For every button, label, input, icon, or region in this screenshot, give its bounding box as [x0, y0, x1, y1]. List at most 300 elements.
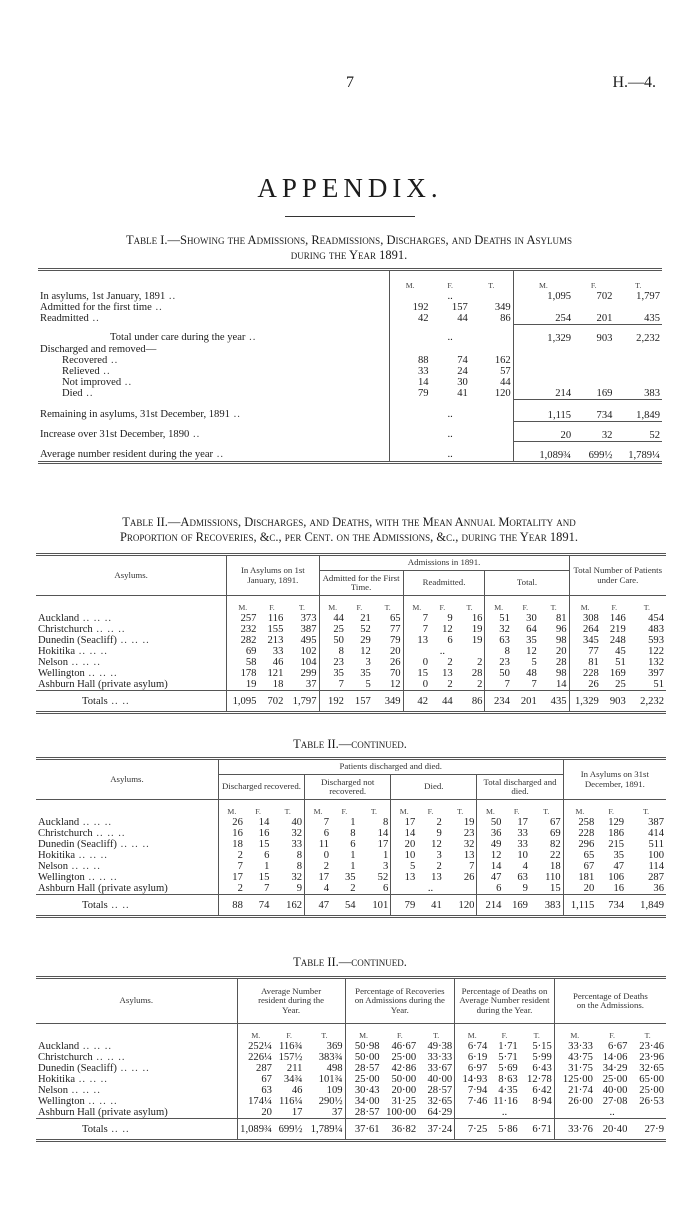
table1-row [38, 302, 662, 313]
cell-value: 6·19 [467, 1052, 488, 1063]
cell-value: 18 [272, 679, 284, 690]
cell-value: 296 [578, 839, 595, 850]
cell-value: 1,789¼ [614, 441, 662, 462]
cell-value: 435 [614, 302, 662, 324]
cell-value: 100 [648, 850, 664, 861]
cell-value: 0 [422, 657, 428, 668]
cell-value: 18 [232, 839, 243, 850]
cell-value: 192 [319, 691, 346, 713]
title-rule [285, 216, 415, 217]
cell-value: 77 [588, 646, 599, 657]
col-header-f: F. [427, 807, 434, 816]
cell-value: 213 [267, 635, 284, 646]
cell-value: 8 [504, 646, 510, 657]
cell-value: 77 [373, 624, 403, 635]
cell-value: 27·9 [629, 1119, 666, 1141]
cell-value: 6·42 [520, 1085, 555, 1096]
cell-value: 23 [333, 657, 344, 668]
cell-value: 1,089¾ [513, 441, 573, 462]
cell-value: 22 [530, 850, 563, 861]
cell-value: 33·33 [568, 1041, 593, 1052]
cell-value: 42 [403, 691, 430, 713]
col-header-t: T. [418, 1024, 455, 1042]
cell-value: .. [439, 646, 445, 657]
cell-value: 1,115 [563, 895, 596, 917]
table1-caption-line1: Table I.—Showing the Admissions, Readmissions, Discharges, and Deaths in Asylums [126, 233, 572, 247]
cell-value: 254 [513, 302, 573, 324]
cell-value: 15 [530, 883, 563, 895]
mft-header-row [36, 1024, 666, 1042]
cell-value: 3 [358, 861, 391, 872]
cell-value: 4 [522, 861, 528, 872]
cell-value: 219 [609, 624, 626, 635]
cell-value: 19 [455, 624, 485, 635]
table1-row [38, 355, 662, 366]
cell-value: 33 [271, 839, 304, 850]
cell-value: 16 [232, 828, 243, 839]
cell-value: 5·69 [498, 1063, 518, 1074]
spacer [36, 1024, 237, 1042]
row-label-text: Christchurch [38, 624, 93, 635]
cell-value [403, 646, 430, 657]
cell-value: 3 [365, 657, 371, 668]
cell-value: 33·67 [418, 1063, 455, 1074]
leader-dots: .. .. [107, 1124, 130, 1135]
leader-dots: .. .. [107, 900, 130, 911]
cell-value: 169 [503, 895, 530, 917]
col-header-t: T. [444, 800, 477, 818]
cell-value: 7 [504, 679, 510, 690]
table-row [36, 1074, 666, 1085]
cell-value: 100·00 [386, 1107, 417, 1118]
asylum-name [36, 817, 218, 828]
cell-value: 40·00 [602, 1085, 628, 1096]
cell-value: 14 [490, 861, 502, 872]
cell-value: 6·67 [607, 1041, 628, 1052]
cell-value: 52 [614, 421, 662, 441]
cell-value: 6 [323, 828, 330, 839]
cell-value: 6 [447, 635, 453, 646]
cell-value: 46 [291, 1085, 303, 1096]
leader-dots: .. .. .. [116, 839, 150, 850]
cell-value: 2 [455, 657, 485, 668]
appendix-title: APPENDIX. [257, 173, 443, 203]
header-total-discharged: Total discharged and died. [477, 775, 563, 800]
cell-value: 232 [240, 624, 257, 635]
row-label-text: Wellington [38, 872, 85, 883]
cell-value: 57 [470, 366, 513, 377]
cell-value: 1,095 [547, 291, 572, 302]
header-admitted-first: Admitted for the First Time. [319, 571, 403, 596]
cell-value: 20 [404, 839, 416, 850]
cell-value [470, 291, 513, 302]
cell-value: 19 [455, 635, 485, 646]
asylum-name [36, 839, 218, 850]
table-row [36, 861, 666, 872]
cell-value: 17 [358, 839, 391, 850]
cell-value: 74 [245, 895, 272, 917]
cell-value: 0 [422, 679, 428, 690]
asylum-name [36, 635, 227, 646]
table2-caption [38, 515, 660, 545]
cell-value: 2,232 [636, 332, 660, 344]
cell-value: 81 [588, 657, 599, 668]
cell-value [614, 377, 662, 388]
header-total: Total. [485, 571, 569, 596]
row-label-text: Totals [82, 900, 108, 911]
cell-value: 52 [360, 624, 371, 635]
cell-value: 37 [304, 1107, 345, 1119]
cell-value: 121 [267, 668, 284, 679]
cell-value: 47 [490, 872, 502, 883]
cell-value: 15 [258, 872, 270, 883]
cell-value: 11·16 [493, 1096, 518, 1107]
cell-value: 162 [470, 355, 513, 366]
col-header-m: M. [399, 807, 409, 816]
row-label [38, 355, 389, 366]
row-label [38, 388, 389, 400]
cell-value: 32·65 [418, 1096, 455, 1107]
cell-value: 125·00 [562, 1074, 593, 1085]
cell-value: 228 [582, 668, 599, 679]
cell-value: 47 [305, 895, 332, 917]
cell-value: 28·57 [354, 1063, 380, 1074]
cell-value: 9 [522, 883, 528, 894]
header-pct-recoveries: Percentage of Recoveries on Admissions during the Year. [345, 978, 455, 1024]
table2c-caption-text: Table II.—continued. [293, 955, 407, 969]
cell-value: 116¾ [278, 1041, 303, 1052]
col-header-m: M. [359, 1031, 368, 1040]
cell-value [554, 1107, 595, 1119]
cell-value: 26 [232, 817, 243, 828]
cell-value: 8 [271, 850, 304, 861]
cell-value: 12 [373, 679, 403, 691]
leader-dots: .. [99, 365, 111, 377]
cell-value: 32 [444, 839, 477, 850]
col-header-t: T. [642, 807, 650, 816]
table1-row [38, 344, 662, 355]
cell-value: 287 [648, 872, 664, 883]
cell-value: 25·00 [391, 1052, 417, 1063]
table-row [36, 817, 666, 828]
cell-value: 42·86 [391, 1063, 417, 1074]
col-header-m: M. [251, 1031, 261, 1040]
cell-value: 264 [582, 624, 599, 635]
leader-dots: .. [229, 409, 241, 420]
asylum-name [36, 646, 227, 657]
asylum-name [36, 657, 227, 668]
cell-value: 454 [648, 613, 664, 624]
header-asylums: Asylums. [36, 555, 227, 596]
asylum-name [36, 828, 218, 839]
cell-value: 157 [451, 302, 468, 313]
cell-value: 258 [578, 817, 595, 828]
cell-value: 33 [517, 828, 528, 839]
cell-value [573, 377, 614, 388]
cell-value: 6·74 [467, 1041, 488, 1052]
cell-value: 349 [470, 302, 513, 313]
cell-value: 7·25 [455, 1119, 490, 1141]
cell-value: 20 [539, 646, 569, 657]
cell-value: 30 [526, 613, 537, 624]
cell-value: 26 [373, 657, 403, 668]
row-label-text: Remaining in asylums, 31st December, 1891 [40, 409, 230, 420]
leader-dots: .. .. .. [84, 1096, 118, 1107]
totals-row [36, 895, 666, 917]
cell-value [455, 646, 485, 657]
cell-value: 21·74 [568, 1085, 593, 1096]
cell-value: 17 [517, 817, 528, 828]
col-header-f: F. [269, 603, 275, 612]
cell-value: 116¼ [278, 1096, 303, 1107]
table-row [36, 1041, 666, 1052]
row-label-text: Nelson [38, 657, 69, 668]
cell-value: 2 [237, 883, 243, 894]
table1-header-row [38, 270, 662, 292]
cell-value: 2 [455, 679, 485, 691]
cell-value: 98 [539, 635, 569, 646]
col-header-f: F. [513, 807, 520, 816]
header-patients-discharged: Patients discharged and died. [218, 759, 563, 775]
cell-value: 498 [304, 1063, 345, 1074]
col-header-t: T. [285, 596, 319, 614]
col-header-f: F. [522, 603, 529, 612]
cell-value: 122 [648, 646, 664, 657]
asylum-name [36, 1063, 237, 1074]
cell-value: 110 [530, 872, 563, 883]
cell-value: 101¾ [304, 1074, 345, 1085]
col-header-t: T. [635, 281, 642, 290]
cell-value: 45 [615, 646, 626, 657]
row-label-text: Dunedin (Seacliff) [38, 1063, 117, 1074]
cell-value: 18 [530, 861, 563, 872]
row-label [38, 344, 389, 355]
spacer [36, 596, 227, 614]
cell-value [470, 344, 513, 355]
table-row [36, 657, 666, 668]
cell-value [573, 355, 614, 366]
cell-value: 192 [412, 302, 429, 313]
cell-value [391, 883, 418, 895]
cell-value: 26·53 [639, 1096, 664, 1107]
cell-value: 214 [513, 388, 573, 400]
cell-value: 383¾ [304, 1052, 345, 1063]
cell-value: 13 [431, 872, 442, 883]
table2b [36, 757, 666, 918]
cell-value: 37·61 [345, 1119, 382, 1141]
cell-value [614, 355, 662, 366]
cell-value [470, 324, 513, 344]
cell-value: 19 [245, 679, 257, 690]
cell-value: 5·86 [489, 1119, 519, 1141]
cell-value: 8·63 [498, 1074, 518, 1085]
cell-value: 7 [264, 883, 270, 894]
cell-value: 248 [609, 635, 626, 646]
cell-value: 699½ [274, 1119, 304, 1141]
cell-value: 32 [271, 872, 304, 883]
table-row [36, 1063, 666, 1074]
mft-header-row [36, 596, 666, 614]
table2b-caption-text: Table II.—continued. [293, 737, 407, 751]
cell-value: 435 [539, 691, 569, 713]
col-header-f: F. [397, 1031, 403, 1040]
cell-value: 903 [596, 332, 613, 344]
cell-value [629, 1107, 666, 1119]
cell-value: 114 [648, 861, 664, 872]
table-row [36, 635, 666, 646]
table-row [36, 883, 666, 895]
row-label-text: Readmitted [40, 313, 89, 324]
cell-value: 13 [444, 850, 477, 861]
cell-value: 252¼ [248, 1041, 272, 1052]
cell-value: 373 [285, 613, 319, 624]
cell-value: 6·43 [520, 1063, 555, 1074]
cell-value [389, 291, 430, 302]
col-header-m: M. [467, 1031, 477, 1040]
cell-value: 65 [373, 613, 403, 624]
cell-value: 28 [455, 668, 485, 679]
leader-dots: .. .. .. [92, 828, 126, 839]
cell-value: 7 [444, 861, 477, 872]
cell-value: 12 [442, 624, 453, 635]
row-label-text: Nelson [38, 1085, 69, 1096]
asylum-name [36, 1107, 237, 1119]
table1-caption-line2: during the Year 1891. [290, 248, 408, 262]
cell-value: 1,329 [569, 691, 601, 713]
cell-value: 5·99 [520, 1052, 555, 1063]
cell-value: 81 [539, 613, 569, 624]
col-header-m: M. [238, 603, 248, 612]
cell-value: .. [431, 441, 470, 462]
cell-value: 2 [323, 861, 330, 872]
cell-value: 495 [285, 635, 319, 646]
cell-value: 50·98 [354, 1041, 380, 1052]
cell-value: 1·71 [498, 1041, 518, 1052]
col-header-m: M. [580, 603, 590, 612]
table1-row [38, 377, 662, 388]
cell-value: 65 [583, 850, 595, 861]
cell-value: 2 [447, 679, 453, 690]
table1-row [38, 441, 662, 462]
cell-value: 414 [648, 828, 664, 839]
cell-value: 1,089¾ [237, 1119, 274, 1141]
cell-value: 67 [530, 817, 563, 828]
cell-value: 7 [237, 861, 243, 872]
cell-value: 33 [517, 839, 528, 850]
cell-value: 9 [271, 883, 304, 895]
cell-value: 186 [608, 828, 625, 839]
cell-value: 16 [613, 883, 625, 894]
cell-value: 33·33 [418, 1052, 455, 1063]
cell-value: 32 [271, 828, 304, 839]
cell-value: 23·46 [639, 1041, 664, 1052]
table2 [36, 553, 666, 714]
row-label-text: Not improved [62, 376, 122, 388]
col-header-t: T. [271, 800, 304, 818]
cell-value: 63 [499, 635, 510, 646]
cell-value: 6 [496, 883, 502, 894]
cell-value: 28·57 [418, 1085, 455, 1096]
cell-value: 181 [578, 872, 595, 883]
col-header-t: T. [643, 603, 650, 612]
cell-value: 31·25 [391, 1096, 417, 1107]
header-in-asylums-jan: In Asylums on 1st January, 1891. [227, 555, 319, 596]
col-header-f: F. [501, 1031, 508, 1040]
cell-value: .. [501, 1107, 508, 1118]
cell-value: 43·75 [568, 1052, 593, 1063]
cell-value: 36 [653, 883, 664, 894]
mft-header-row [36, 800, 666, 818]
cell-value: 387 [285, 624, 319, 635]
table1 [38, 268, 662, 464]
leader-dots: .. .. [107, 696, 130, 707]
leader-dots: .. .. .. [68, 1085, 101, 1096]
col-header-f: F. [439, 603, 446, 612]
cell-value: .. [447, 332, 453, 343]
cell-value: .. [447, 409, 453, 420]
cell-value: 120 [470, 388, 513, 400]
row-label-text: Christchurch [38, 1052, 93, 1063]
cell-value: 17 [291, 1107, 303, 1118]
cell-value: 1 [358, 850, 391, 861]
cell-value: 69 [530, 828, 563, 839]
cell-value: 50 [499, 668, 510, 679]
cell-value: 47 [613, 861, 625, 872]
cell-value: 30·43 [354, 1085, 380, 1096]
cell-value: 6·71 [520, 1119, 555, 1141]
cell-value: 33·76 [554, 1119, 595, 1141]
cell-value: 20·40 [595, 1119, 630, 1141]
cell-value: 101 [358, 895, 391, 917]
cell-value: 14 [258, 817, 270, 828]
cell-value: 308 [582, 613, 599, 624]
cell-value: 132 [648, 657, 664, 668]
row-label-text: Christchurch [38, 828, 93, 839]
leader-dots: .. .. .. [116, 1063, 150, 1074]
leader-dots: .. .. .. [79, 613, 113, 624]
col-header-m: M. [538, 281, 548, 290]
cell-value: 345 [582, 635, 599, 646]
row-label-text: Relieved [62, 365, 100, 377]
table-row [36, 646, 666, 657]
cell-value: 35 [613, 850, 625, 861]
row-label-text: Average number resident during the year [40, 449, 214, 460]
cell-value [389, 324, 430, 344]
cell-value: 146 [609, 613, 626, 624]
table-row [36, 679, 666, 691]
header-readmitted: Readmitted. [403, 571, 485, 596]
cell-value: 387 [648, 817, 664, 828]
cell-value: 1,849 [626, 895, 666, 917]
cell-value: 120 [444, 895, 477, 917]
cell-value: 2 [436, 817, 442, 828]
cell-value: 7 [422, 613, 428, 624]
header-total-under-care: Total Number of Patients under Care. [569, 555, 666, 596]
row-label [38, 441, 389, 462]
leader-dots: .. .. .. [84, 668, 118, 679]
cell-value: 383 [614, 388, 662, 400]
cell-value: 51 [615, 657, 626, 668]
col-header-f: F. [590, 281, 597, 290]
table-row [36, 613, 666, 624]
cell-value: 34·00 [354, 1096, 380, 1107]
header-pct-deaths-avg: Percentage of Deaths on Average Number resident during the Year. [455, 978, 555, 1024]
cell-value: 20·00 [391, 1085, 417, 1096]
cell-value: 734 [573, 399, 614, 421]
cell-value: 201 [512, 691, 539, 713]
leader-dots: .. .. .. [75, 850, 108, 861]
cell-value: 79 [391, 895, 418, 917]
